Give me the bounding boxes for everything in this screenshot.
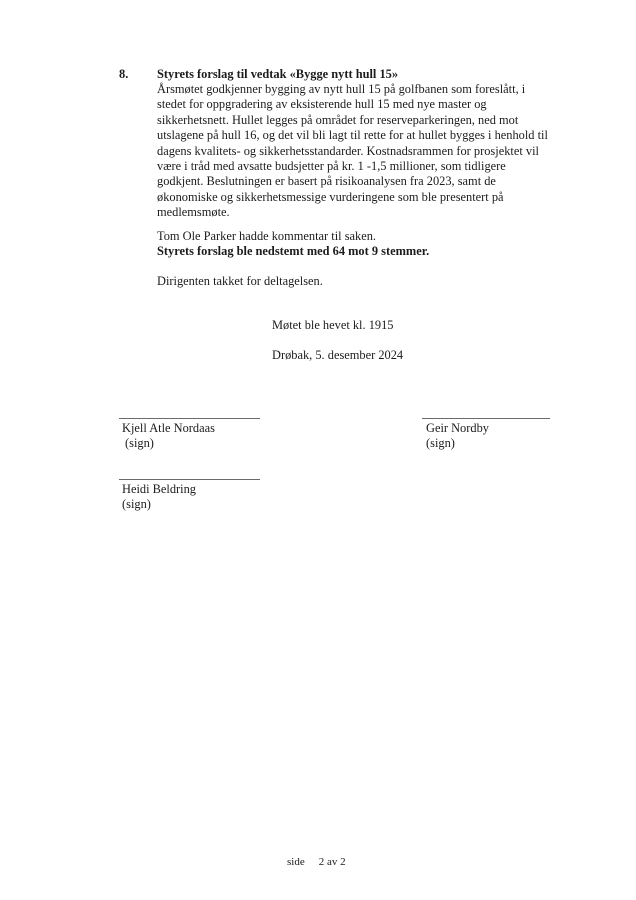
signature-mark: (sign) (426, 436, 455, 450)
signature-mark: (sign) (122, 497, 151, 511)
signatory-name: Heidi Beldring (122, 482, 196, 496)
vote-result: Styrets forslag ble nedstemt med 64 mot 9 stemmer. (157, 244, 430, 258)
page-number: 2 av 2 (318, 856, 346, 868)
body-line: være i tråd med avsatte budsjetter på kr. 1 -1,5 millioner, som tidligere (157, 159, 506, 174)
footer-label: side (287, 856, 305, 868)
body-line: økonomiske og sikkerhetsmessige vurderingene som ble presentert på (157, 189, 504, 204)
signature-line (119, 479, 260, 480)
item-number: 8. (119, 67, 129, 81)
body-line: medlemsmøte. (157, 205, 230, 220)
body-line: sikkerhetsnett. Hullet legges på området for reserveparkeringen, ned mot (157, 112, 519, 127)
closing-text: Møtet ble hevet kl. 1915 (272, 318, 394, 332)
place-date: Drøbak, 5. desember 2024 (272, 348, 404, 362)
signatory-name: Geir Nordby (426, 421, 489, 435)
item-body (157, 82, 557, 221)
signature-mark: (sign) (125, 436, 154, 450)
body-line: stedet for oppgradering av eksisterende hull 15 med nye master og (157, 97, 487, 112)
body-line: godkjent. Beslutningen er basert på risikoanalysen fra 2023, samt de (157, 174, 496, 189)
thanks-text: Dirigenten takket for deltagelsen. (157, 274, 323, 288)
body-line: Årsmøtet godkjenner bygging av nytt hull 15 på golfbanen som foreslått, i (157, 82, 526, 96)
signatory-name: Kjell Atle Nordaas (122, 421, 215, 435)
comment-text: Tom Ole Parker hadde kommentar til saken. (157, 229, 377, 243)
signature-line (422, 418, 550, 419)
body-line: utslagene på hull 16, og det vil bli lagt til rette for at hullet bygges i henhold til (157, 128, 548, 143)
body-line: dagens kvalitets- og sikkerhetsstandarder. Kostnadsrammen for prosjektet vil (157, 143, 539, 158)
item-heading: Styrets forslag til vedtak «Bygge nytt hull 15» (157, 67, 399, 81)
page-footer (287, 855, 346, 870)
signature-line (119, 418, 260, 419)
